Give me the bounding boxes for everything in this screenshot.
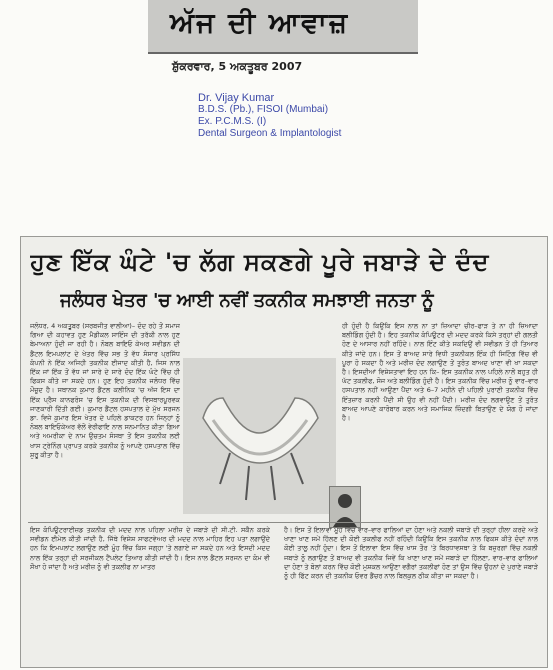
- article-paragraph: ਹੈ। ਇਸ ਤੋਂ ਇਲਾਵਾ ਮੂੰਹ ਵਿੱਚ ਵਾਰ–ਵਾਰ ਫਾਲਿਆਂ ਦਾ ਹੋਣਾ ਅਤੇ ਨਕਲੀ ਜਬਾੜੇ ਦੀ ਤਰ੍ਹਾਂ ਹੀਲਾ ਕਰਦੇ ਅਤੇ ਖਾਣਾ ਖਾਣ ਸਮੇਂ ਹਿੱਲਣ ਦੀ ਕੋਈ ਤਕਲੀਫ ਨਹੀਂ ਰਹਿੰਦੀ ਕਿਉਂਕਿ ਇਸ ਤਕਨੀਕ ਨਾਲ ਫਿਕਸ ਕੀਤੇ ਦੰਦਾਂ ਨਾਲ ਕੋਈ ਤਾਲੂ ਨਹੀਂ ਹੁੰਦਾ। ਇਸ ਤੋਂ ਇਲਾਵਾ ਇਸ ਵਿੱਚ ਖਾਸ ਤੌਰ 'ਤੇ ਬਿਰਧਾਵਸਥਾ ਤੇ ਕਿ ਬਜ਼ੁਰਗਾਂ ਵਿੱਚ ਨਕਲੀ ਜਬਾੜੇ ਨੂੰ ਲਗਾਉਣ ਤੋਂ ਬਾਅਦ ਵੀ ਤਕਨੀਕ ਜਿਵੇਂ ਕਿ ਖਾਣਾ ਖਾਣ ਸਮੇਂ ਜਬਾੜੇ ਦਾ ਹਿੱਲਣਾ, ਵਾਰ–ਵਾਰ ਫਾਲਿਆਂ ਦਾ ਹੋਣਾ ਤੇ ਬੋਲਾਂ ਕਰਨ ਵਿੱਚ ਕੋਈ ਮੁਸ਼ਕਲ ਆਉਣਾ ਵਗੈਰਾਂ ਤਕਲੀਫਾਂ ਹੋਣ ਤਾਂ ਉਸ ਵਿੱਚ ਉਹਨਾਂ ਦੇ ਪੁਰਾਣੇ ਜਬਾੜੇ ਨੂੰ ਹੀ ਫਿੱਟ ਕਰਨ ਦੀ ਤਕਨੀਕ ਓਵਰ ਡੈਂਚਰ ਨਾਲ ਬਿਲਕੁਲ ਠੀਕ ਕੀਤਾ ਜਾ ਸਕਦਾ ਹੈ।: [284, 526, 538, 581]
- article-column-right-top: [342, 322, 538, 482]
- article-paragraph: ਜਲੰਧਰ, 4 ਅਕਤੂਬਰ (ਸਰਬਜੀਤ ਵਾਲੀਆ)– ਦੰਦ ਰਹੇ ਤੋਂ ਸਮਾਜ ਗਿਆ ਦੀ ਕਹਾਵਤ ਹੁਣ ਮੈਡੀਕਲ ਸਾਇੰਸ ਦੀ ਤਰੱਕੀ ਨਾਲ ਹੁਣ ਬੇਮਾਅਨਾ ਹੁੰਦੀ ਜਾ ਰਹੀ ਹੈ। ਨੋਬਲ ਬਾਇਓ ਕੇਅਰ ਸਵੀਡਨ ਦੀ ਡੈਂਟਲ ਇਮਪਲਾਂਟ ਦੇ ਖੇਤਰ ਵਿੱਚ ਸਭ ਤੋਂ ਵੱਧ ਸੰਸਾਰ ਪ੍ਰਸਿੱਧ ਕੰਪਨੀ ਨੇ ਇੱਕ ਅਜਿਹੀ ਤਕਨੀਕ ਈਜਾਦ ਕੀਤੀ ਹੈ, ਜਿਸ ਨਾਲ ਇੱਕ ਜਾਂ ਇੱਕ ਤੋਂ ਵੱਧ ਜਾਂ ਸਾਰੇ ਦੇ ਸਾਰੇ ਦੰਦ ਇੱਕ ਘੰਟੇ ਵਿੱਚ ਹੀ ਫਿਕਸ ਕੀਤੇ ਜਾ ਸਕਦੇ ਹਨ। ਹੁਣ ਇਹ ਤਕਨੀਕ ਜਲੰਧਰ ਵਿੱਚ ਮੌਜੂਦ ਹੈ। ਸਥਾਨਕ ਕੁਮਾਰ ਡੈਂਟਲ ਕਲੀਨਿਕ 'ਚ ਅੱਜ ਇਸ ਦਾ ਇੱਕ ਪ੍ਰੈਸ ਕਾਨਫਰੰਸ 'ਚ ਇਸ ਤਕਨੀਕ ਦੀ ਵਿਸਥਾਰਪੂਰਵਕ ਜਾਣਕਾਰੀ ਦਿੱਤੀ ਗਈ। ਕੁਮਾਰ ਡੈਂਟਲ ਹਸਪਤਾਲ ਦੇ ਮੁੱਖ ਸਰਜਨ ਡਾ. ਵਿਜੇ ਕੁਮਾਰ ਇਸ ਖੇਤਰ ਦੇ ਪਹਿਲੇ ਡਾਕਟਰ ਹਨ ਜਿਨ੍ਹਾਂ ਨੂੰ ਨੋਬਲ ਬਾਇਓਕੇਅਰ ਵੱਲੋਂ ਵੇਰੀਫਾਇ ਨਾਲ ਸਨਮਾਨਿਤ ਕੀਤਾ ਗਿਆ ਅਤੇ ਅਮਰੀਕਾ ਦੇ ਨਾਮ ਉਚਤਮ ਸੰਸਥਾ ਤੋਂ ਇਸ ਤਕਨੀਕ ਲਈ ਖਾਸ ਟ੍ਰੇਨਿੰਗ ਪ੍ਰਾਪਤ ਕਰਕੇ ਤਕਨੀਕ ਨੂੰ ਆਪਣੇ ਹਸਪਤਾਲ ਵਿੱਚ ਸ਼ੁਰੂ ਕੀਤਾ ਹੈ।: [30, 322, 180, 459]
- article-paragraph: ਹੀ ਹੁੰਦੀ ਹੈ ਕਿਉਂਕਿ ਇਸ ਨਾਲ ਨਾ ਤਾਂ ਜ਼ਿਆਦਾ ਚੀਰ–ਫਾੜ ਤੇ ਨਾ ਹੀ ਜ਼ਿਆਦਾ ਬਲੀਡਿੰਗ ਹੁੰਦੀ ਹੈ। ਇਹ ਤਕਨੀਕ ਕੰਪਿਊਟਰ ਦੀ ਮਦਦ ਕਰਕੇ ਕਿਸੇ ਤਰ੍ਹਾਂ ਦੀ ਗਲਤੀ ਹੋਣ ਦੇ ਆਸਾਰ ਨਹੀਂ ਰਹਿੰਦੇ। ਨਾਲ ਇੰਟ ਕੀਤੇ ਸਕਦਿਉਂ ਵੀ ਸਵੀਡਨ ਤੋਂ ਹੀ ਤਿਆਰ ਕੀਤੇ ਜਾਂਦੇ ਹਨ। ਇਸ ਤੋਂ ਬਾਅਦ ਸਾਰੇ ਵਿਧੀ ਤਕਨੀਕਲ ਇੰਕ ਹੀ ਸਿਟਿੰਗ ਵਿੱਚ ਵੀ ਪੂਰਾ ਹੋ ਸਕਦਾ ਹੈ ਅਤੇ ਮਰੀਜ਼ ਦੰਦ ਲਗਾਉਣ ਤੋਂ ਤੁਰੰਤ ਬਾਅਦ ਖਾਣਾ ਵੀ ਖਾ ਸਕਦਾ ਹੈ। ਇਸਦੀਆਂ ਵਿਸ਼ੇਸ਼ਤਾਵਾਂ ਇਹ ਹਨ ਕਿ– ਇਸ ਤਕਨੀਕ ਨਾਲ ਪਹਿਲੇ ਨਾਲੋਂ ਬਹੁਤ ਹੀ ਘੱਟ ਤਕਲੀਫ, ਸੋਜ ਅਤੇ ਬਲੀਡਿੰਗ ਹੁੰਦੀ ਹੈ। ਇਸ ਤਕਨੀਕ ਵਿੱਚ ਮਰੀਜ਼ ਨੂੰ ਵਾਰ–ਵਾਰ ਹਸਪਤਾਲ ਨਹੀਂ ਆਉਣਾ ਪੈਂਦਾ ਅਤੇ 6–7 ਮਹੀਨੇ ਦੀ ਪਹਿਲੀ ਪੁਰਾਣੀ ਤਕਨੀਕ ਵਿੱਚ ਇੰਤਜ਼ਾਰ ਕਰਨੀ ਪੈਂਦੀ ਸੀ ਉਹ ਵੀ ਨਹੀਂ ਪੈਂਦੀ। ਮਰੀਜ਼ ਦੰਦ ਲਗਵਾਉਣ ਤੋਂ ਤੁਰੰਤ ਬਾਅਦ ਆਪਣੇ ਕਾਰੋਬਾਰ ਕਰਨ ਅਤੇ ਸਮਾਜਿਕ ਜ਼ਿੰਦਗੀ ਬਿਤਾਉਣ ਦੇ ਯੋਗ ਹੋ ਜਾਂਦਾ ਹੈ।: [342, 322, 538, 423]
- newspaper-masthead: [148, 0, 418, 54]
- article-headline: ਹੁਣ ਇੱਕ ਘੰਟੇ 'ਚ ਲੱਗ ਸਕਣਗੇ ਪੂਰੇ ਜਬਾੜੇ ਦੇ ਦੰਦ: [30, 248, 490, 276]
- article-column-left-top: [30, 322, 180, 517]
- dental-implant-photo: [183, 358, 336, 514]
- jaw-implant-illustration: [183, 358, 336, 514]
- article-paragraph: ਇਸ ਕੰਪਿਊਟਰਾਈਜ਼ਡ ਤਕਨੀਕ ਦੀ ਮਦਦ ਨਾਲ ਪਹਿਲਾ ਮਰੀਜ਼ ਦੇ ਜਬਾੜੇ ਦੀ ਸੀ.ਟੀ. ਸਕੈਨ ਕਰਕੇ ਸਵੀਡਨ ਈਮੇਲ ਕੀਤੀ ਜਾਂਦੀ ਹੈ, ਜਿੱਥੇ ਵਿਸ਼ੇਸ਼ ਸਾਫਟਵੇਅਰ ਦੀ ਮਦਦ ਨਾਲ ਮਾਹਿਰ ਇਹ ਪਤਾ ਲਗਾਉਂਦੇ ਹਨ ਕਿ ਇਮਪਲਾਂਟ ਲਗਾਉਣ ਲਈ ਮੂੰਹ ਵਿੱਚ ਕਿਸ ਜਗ੍ਹਾ 'ਤੇ ਲਗਾਏ ਜਾ ਸਕਦੇ ਹਨ ਅਤੇ ਇਸਦੀ ਮਦਦ ਨਾਲ ਇੱਕ ਤਰ੍ਹਾਂ ਦੀ ਸਰਜੀਕਲ ਟੈਂਪਲੇਟ ਤਿਆਰ ਕੀਤੀ ਜਾਂਦੀ ਹੈ। ਇਸ ਨਾਲ ਡੈਂਟਲ ਸਰਜਨ ਦਾ ਕੰਮ ਵੀ ਸੌਖਾ ਹੋ ਜਾਂਦਾ ਹੈ ਅਤੇ ਮਰੀਜ਼ ਨੂੰ ਵੀ ਤਕਲੀਫ ਨਾ ਮਾਤਰ: [30, 526, 270, 571]
- doctor-pcms: Ex. P.C.M.S. (I): [198, 116, 267, 127]
- column-divider: [28, 522, 538, 523]
- doctor-degree: B.D.S. (Pb.), FISOI (Mumbai): [198, 104, 329, 115]
- doctor-name: Dr. Vijay Kumar: [198, 92, 275, 104]
- doctor-title: Dental Surgeon & Implantologist: [198, 128, 342, 139]
- article-column-right-mid: [360, 486, 538, 526]
- article-column-right-bottom: [284, 526, 538, 658]
- doctor-stamp: [198, 92, 398, 152]
- article-subheadline: ਜਲੰਧਰ ਖੇਤਰ 'ਚ ਆਈ ਨਵੀਂ ਤਕਨੀਕ ਸਮਝਾਈ ਜਨਤਾ ਨੂੰ: [60, 290, 434, 311]
- newspaper-title: ਅੱਜ ਦੀ ਆਵਾਜ਼: [170, 6, 350, 39]
- person-icon: [330, 487, 360, 527]
- publication-date: ਸ਼ੁੱਕਰਵਾਰ, 5 ਅਕਤੂਬਰ 2007: [172, 60, 303, 73]
- article-column-left-bottom: [30, 526, 270, 658]
